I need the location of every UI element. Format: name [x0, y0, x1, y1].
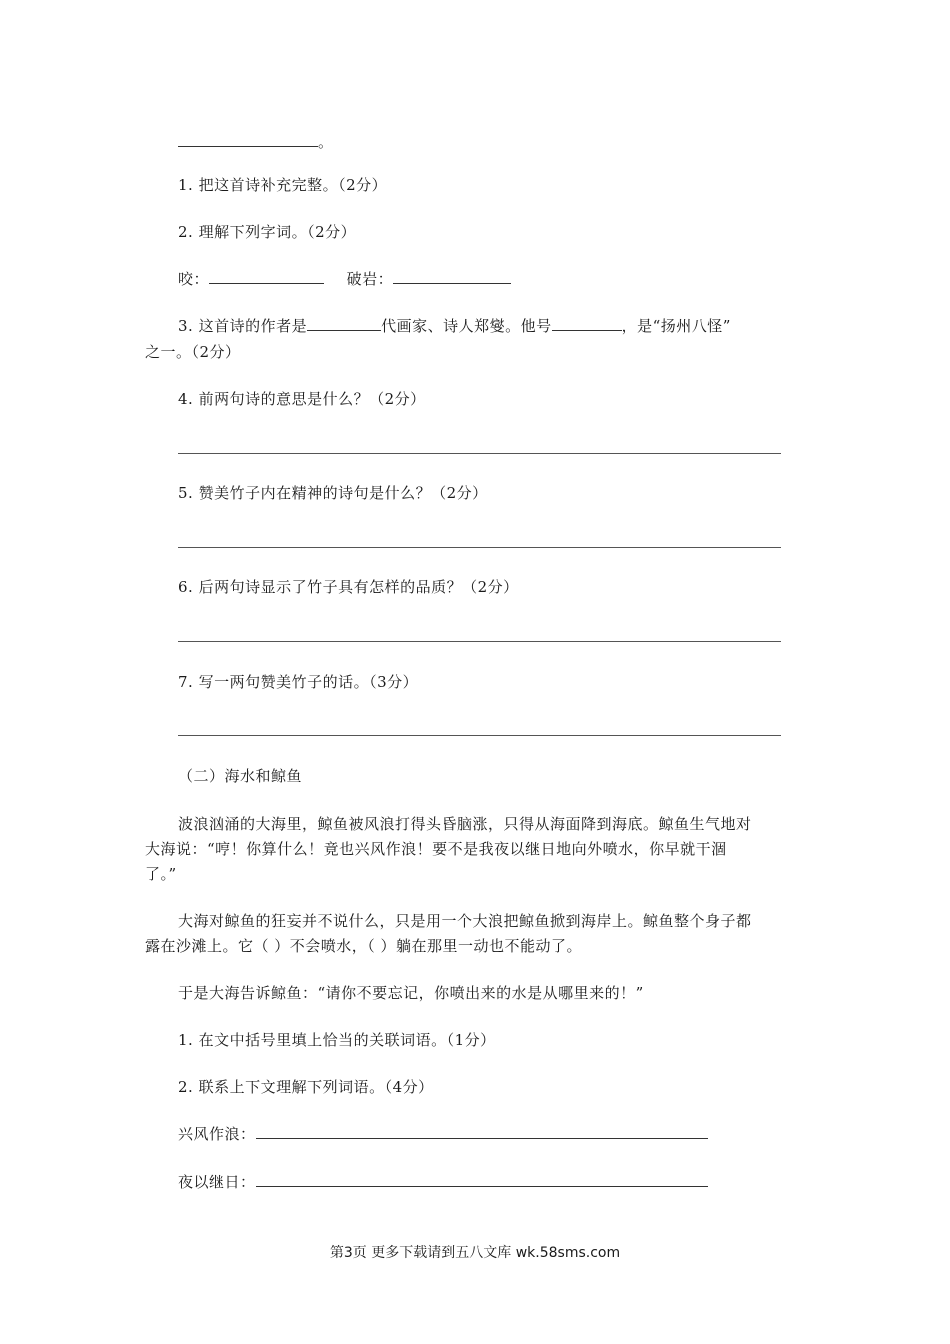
question-7: 7. 写一两句赞美竹子的话。（3分） [178, 673, 419, 691]
question-3-cont: 之一。（2分） [145, 343, 241, 361]
term-label: 兴风作浪： [178, 1125, 256, 1143]
answer-blank[interactable] [256, 1170, 708, 1187]
passage-question-2: 2. 联系上下文理解下列词语。（4分） [178, 1078, 434, 1096]
word-label: 咬： [178, 270, 210, 288]
period: 。 [318, 133, 334, 151]
passage-paragraph-1: 波浪汹涌的大海里，鲸鱼被风浪打得头昏脑涨，只得从海面降到海底。鲸鱼生气地对 [178, 815, 752, 833]
question-text: 代画家、诗人郑燮。他号 [381, 317, 552, 335]
passage-paragraph-3: 于是大海告诉鲸鱼：“请你不要忘记，你喷出来的水是从哪里来的！” [178, 984, 644, 1002]
answer-line[interactable] [178, 547, 781, 548]
answer-blank[interactable] [307, 314, 381, 331]
passage-paragraph-2: 露在沙滩上。它（ ）不会喷水，（ ）躺在那里一动也不能动了。 [145, 937, 583, 955]
page-footer: 第3页 更多下载请到五八文库 wk.58sms.com [329, 1245, 621, 1261]
passage-paragraph-2: 大海对鲸鱼的狂妄并不说什么，只是用一个大浪把鲸鱼掀到海岸上。鲸鱼整个身子都 [178, 912, 752, 930]
answer-line[interactable] [178, 735, 781, 736]
question-6: 6. 后两句诗显示了竹子具有怎样的品质？（2分） [178, 578, 519, 596]
term-row-1 [178, 1122, 708, 1146]
passage-question-1: 1. 在文中括号里填上恰当的关联词语。（1分） [178, 1031, 496, 1049]
passage-paragraph-1: 大海说：“哼！你算什么！竟也兴风作浪！要不是我夜以继日地向外喷水，你早就干涸 [145, 840, 727, 858]
passage-paragraph-1: 了。” [145, 865, 177, 883]
word-label: 破岩： [346, 270, 394, 288]
question-3 [178, 314, 731, 338]
passage-heading: （二）海水和鲸鱼 [178, 767, 303, 785]
answer-line[interactable] [178, 453, 781, 454]
question-2: 2. 理解下列字词。（2分） [178, 223, 357, 241]
question-1: 1. 把这首诗补充完整。（2分） [178, 176, 388, 194]
poem-fill-line [178, 130, 334, 154]
question-text: ，是“扬州八怪” [621, 317, 731, 335]
question-2-words [178, 267, 511, 291]
term-label: 夜以继日： [178, 1173, 256, 1191]
answer-blank[interactable] [552, 314, 622, 331]
answer-blank[interactable] [393, 267, 511, 284]
question-5: 5. 赞美竹子内在精神的诗句是什么？（2分） [178, 484, 488, 502]
answer-blank[interactable] [178, 130, 318, 147]
answer-blank[interactable] [209, 267, 324, 284]
term-row-2 [178, 1170, 708, 1194]
answer-blank[interactable] [256, 1122, 708, 1139]
question-text: 3. 这首诗的作者是 [178, 317, 308, 335]
question-4: 4. 前两句诗的意思是什么？（2分） [178, 390, 426, 408]
answer-line[interactable] [178, 641, 781, 642]
